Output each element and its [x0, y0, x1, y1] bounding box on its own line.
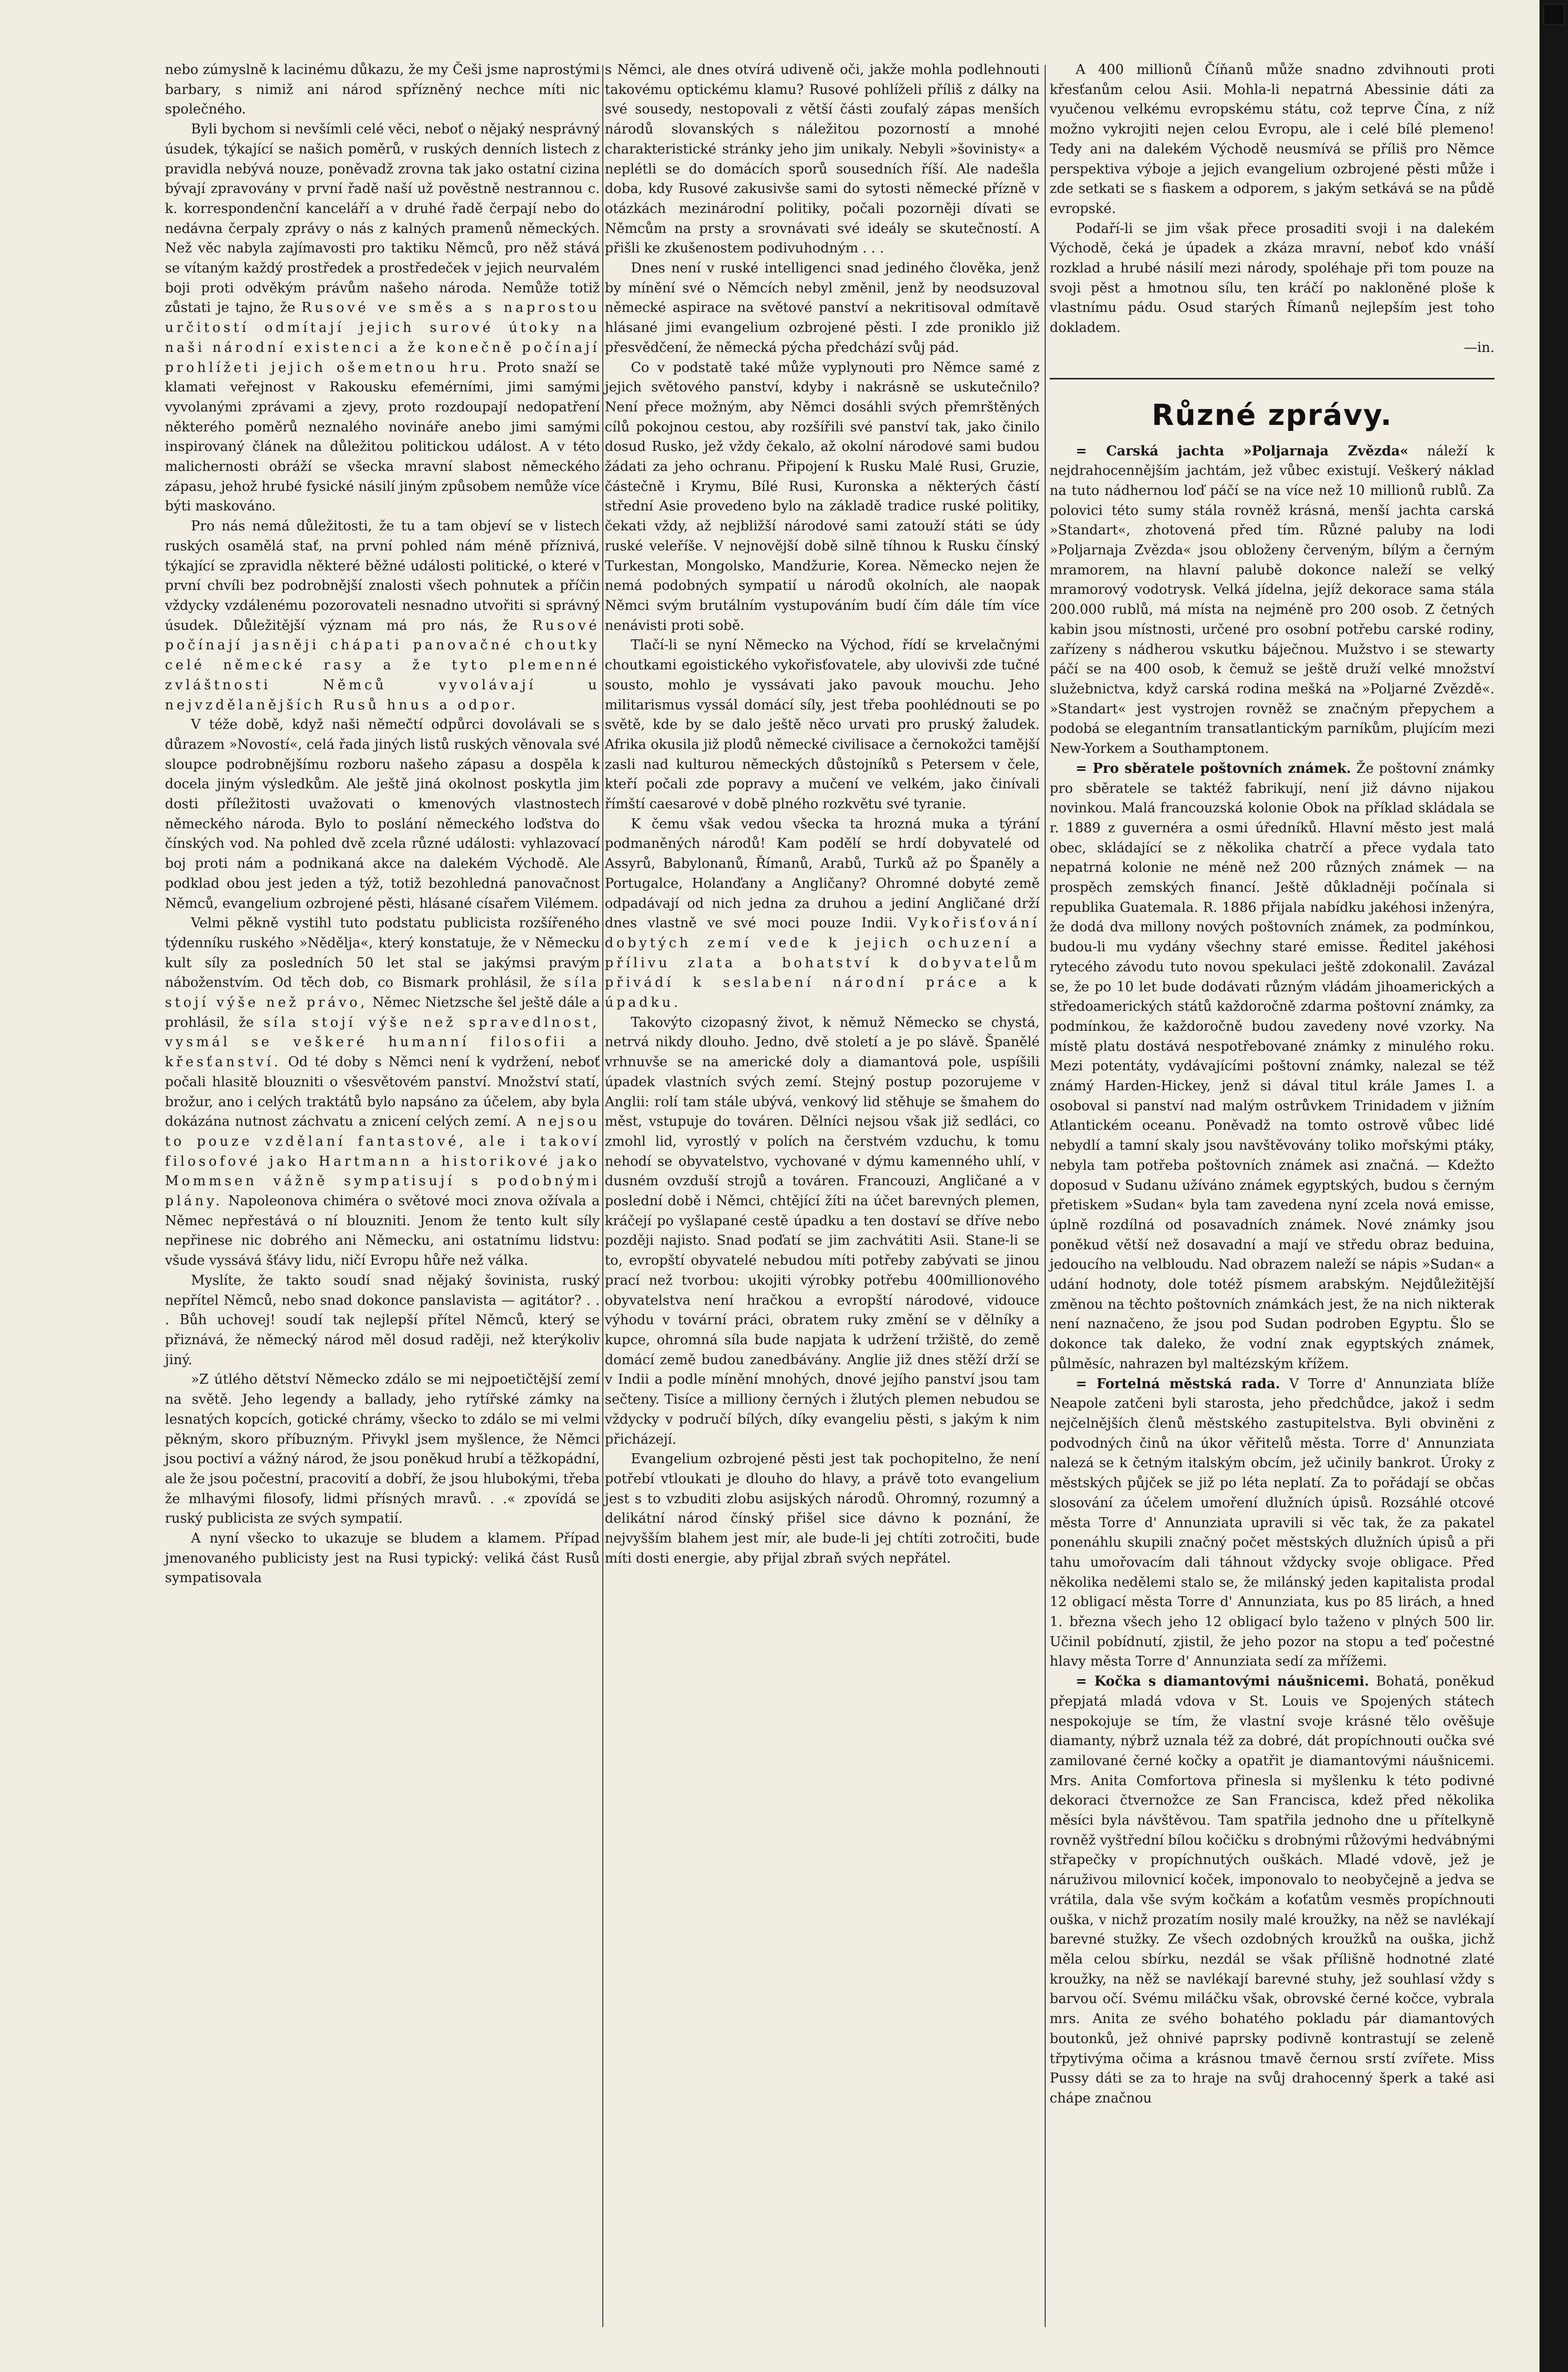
column-divider [1045, 65, 1046, 2327]
spaced-emphasis: A nejsou to pouze vzdělaní fantastové, ale i takoví filosofové jako Hartmann a historikové jako Mommsen vážně sympatisují s podobnými plány. [165, 1114, 600, 1209]
paragraph: Pro nás nemá důležitosti, že tu a tam objeví se v listech ruských osamělá stať, na první pohled nám méně příznivá, týkající se zpravidla některé běžné události politické, o které v první chvíli bez podrobnější znalosti všech pohnutek a příčin vždycky vzdálenému pozorovateli nesnadno utvořiti si správný úsudek. Důležitější význam má pro nás, že Rusové počínají jasněji chápati panovačné choutky celé německé rasy a že tyto plemenné zvláštnosti Němců vyvolávají u nejvzdělanějších Rusů hnus a odpor. [165, 518, 600, 713]
paragraph: nebo zúmyslně k lacinému důkazu, že my Češi jsme naprostými barbary, s nimiž ani národ spřízněný nechce míti nic společného. [165, 62, 600, 117]
paragraph: Velmi pěkně vystihl tuto podstatu publicista rozšířeného týdenníku ruského »Nědělja«, který konstatuje, že v Německu kult síly za posledních 50 let stal se jakýmsi pravým náboženstvím. Od těch dob, co Bismark prohlásil, že síla stojí výše než právo, Němec Nietzsche šel ještě dále a prohlásil, že síla stojí výše než spravedlnost, vysmál se veškeré humanní filosofii a křesťanství. Od té doby s Němci není k vydržení, neboť počali hlasitě blouzniti o všesvětovém panství. Množství statí, brožur, ano i celých traktátů bylo napsáno za účelem, aby byla dokázána nutnost záchvatu a znicení celých zemí. A nejsou to pouze vzdělaní fantastové, ale i takoví filosofové jako Hartmann a historikové jako Mommsen vážně sympatisují s podobnými plány. Napoleonova chiméra o světové moci znova ožívala a Němec nepřestává o ní blouzniti. Jenom že tento kult síly nepřinese nic dobrého ani Německu, ani ostatnímu lidstvu: všude vyssává šťávy lidu, ničí Evropu hůře než válka. [165, 915, 600, 1269]
spaced-emphasis: síla stojí výše než právo, [165, 975, 600, 1011]
paragraph: Myslíte, že takto soudí snad nějaký šovinista, ruský nepřítel Němců, nebo snad dokonce panslavista — agitátor? . . . Bůh uchovej! soudí tak nejlepší přítel Němců, který se přiznává, že německý národ měl dosud raději, než kterýkoliv jiný. [165, 1272, 600, 1368]
paragraph: »Z útlého dětství Německo zdálo se mi nejpoetičtější zemí na světě. Jeho legendy a ballady, jeho rytířské zámky na lesnatých kopcích, gotické chrámy, všecko to zdálo se mi velmi pěkným, skoro příbuzným. Přivykl jsem myšlence, že Němci jsou poctiví a vážný národ, že jsou poněkud hrubí a těžkopádní, ale že jsou počestní, pracovití a dobří, že jsou hlubokými, třeba že mlhavými filosofy, lidmi přísných mravů. . .« zpovídá se ruský publicista ze svých sympatií. [165, 1372, 600, 1527]
paragraph: Takovýto cizopasný život, k němuž Německo se chystá, netrvá nikdy dlouho. Jedno, dvě století a je po slávě. Španělé vrhnuvše se na americké doly a diamantová pole, uspíšili úpadek vlastních svých zemí. Stejný postup pozorujeme v Anglii: rolí tam stále ubývá, venkový lid stěhuje se šmahem do měst, vstupuje do továren. Dělníci nejsou však již sedláci, co zmohl lid, vyrostlý v polích na čerstvém vzduchu, k tomu nehodí se obyvatelstvo, vychované v dýmu kamenného uhlí, v dusném ovzduší strojů a továren. Francouzi, Angličané a v poslední době i Němci, chtějící žíti na účet barevných plemen, kráčejí po vyšlapané cestě úpadku a ten dostaví se dříve nebo později najisto. Snad poďatí se jim zachvátiti Asii. Stane-li se to, evropští obyvatelé nebudou míti potřeby zabývati se jinou prací než tvorbou: ukojiti výrobky potřebu 400millionového obyvatelstva není hračkou a evropští národové, vidouce výhodu v tovární práci, obratem ruky změní se v dělníky a kupce, ohromná síla bude napjata k udržení tržiště, do země domácí země budou zanedbávány. Anglie již dnes stěží drží se v Indii a podle mínění mnohých, dnové jejího panství jsou tam sečteny. Tisíce a milliony černých i žlutých plemen nebudou se vždycky v područí bílých, díky evangeliu pěsti, s jakým k nim přicházejí. [605, 1014, 1040, 1447]
article-column-left [165, 60, 600, 1588]
news-headline: = Fortelná městská rada. [1076, 1376, 1281, 1392]
paragraph: s Němci, ale dnes otvírá udiveně oči, jakže mohla podlehnouti takovému optickému klamu? Rusové pohlíželi příliš z dálky na své sousedy, nestopovali z větší části zoufalý zápas menších národů slovanských s náležitou pozorností a mnohé charakteristické stránky jeho jim unikaly. Nebyli »šovinisty« a neplétli se do domácích sporů sousedních říší. Ale nadešla doba, kdy Rusové zakusivše sami do sytosti německé přízně v otázkách mezinárodní politiky, počali pozorněji dívati se Němcům na prsty a srovnávati své ideály se skutečností. A přišli ke zkušenostem podivuhodným . . . [605, 62, 1040, 256]
paragraph: Dnes není v ruské intelligenci snad jediného člověka, jenž by mínění své o Němcích nebyl změnil, jenž by neodsuzoval německé aspirace na světové panství a nekritisoval odmítavě hlásané jimi evangelium ozbrojené pěsti. I zde proniklo již přesvědčení, že německá pýcha předchází svůj pád. [605, 260, 1040, 355]
spaced-emphasis: síla stojí výše než spravedlnost, vysmál se veškeré humanní filosofii a křesťanství. [165, 1014, 600, 1070]
news-item: = Kočka s diamantovými náušnicemi. Bohatá, poněkud přepjatá mladá vdova v St. Louis ve Spojených státech nespokojuje se tím, že vlastní svoje krásné tělo ověšuje diamanty, nýbrž uznala též za dobré, dát propíchnouti oučka své zamilované černé kočky a opatřit je diamantovými náušnicemi. Mrs. Anita Comfortova přinesla si myšlenku k této podivné dekoraci čtvernožce ze San Francisca, kdež před několika měsíci byla návštěvou. Tam spatřila jednoho dne u přítelkyně rovněž vyštřední bílou kočičku s drobnými růžovými hedvábnými střapečky v propíchnutých ouškách. Mladé vdově, jež je náruživou milovnicí koček, imponovalo to neobyčejně a jedva se vrátila, dala vše svým kočkám a koťatům vesměs propíchnouti ouška, v nichž prozatím nosily malé kroužky, na něž se navlékají barevné stužky. Ze všech ozdobných kroužků na ouška, jichž měla celou sbírku, nezdál se však přílišně hodnotné zlaté kroužky, na něž se navlékají barevné stuhy, jež souhlasí vždy s barvou očí. Svému miláčku však, obrovské černé kočce, vybrala mrs. Anita ze svého bohatého pokladu pár diamantových boutonků, jež ohnivé paprsky podivně kontrastují se zeleně třpytivýma očima a krásnou tmavě černou srstí zvířete. Miss Pussy dáti se za to hraje na svůj drahocenný šperk a také asi chápe značnou [1050, 1674, 1495, 2106]
spaced-emphasis: Rusové počínají jasněji chápati panovačné choutky celé německé rasy a že tyto plemenné zvláštnosti Němců vyvolávají u nejvzdělanějších Rusů hnus a odpor. [165, 617, 600, 713]
paragraph: Tlačí-li se nyní Německo na Východ, řídí se krvelačnými choutkami egoistického vykořisťovatele, aby ulovivši zde tučné sousto, mohlo je vyssávati jako pavouk mouchu. Jeho militarismus vyssál domácí síly, jest třeba poohlédnouti se po světě, kde by se dalo ještě něco urvati pro pruský žaludek. Afrika okusila již plodů německé civilisace a černokožci tamější zasli nad kulturou německých důstojníků s Petersem v čele, kteří počali zde popravy a mučení ve velkém, jako činívali římští caesarové v době plného rozkvětu své tyranie. [605, 637, 1040, 812]
paragraph: A 400 millionů Číňanů může snadno zdvihnouti proti křesťanům celou Asii. Mohla-li nepatrná Abessinie dáti za vyučenou velkému evropskému státu, což teprve Čína, z níž možno vykrojiti nejen celou Evropu, ale i celé bílé plemeno! Tedy ani na dalekém Východě neusmívá se příliš pro Němce perspektiva výboje a jejich evangelium ozbrojené pěsti může i zde setkati se s fiaskem a odporem, s jakým setkává se na půdě evropské. [1050, 62, 1495, 216]
paragraph: Podaří-li se jim však přece prosaditi svoji i na dalekém Východě, čeká je úpadek a zkáza mravní, neboť kdo vnáší rozklad a hrubé násilí mezi národy, spoléhaje při tom pouze na svoji pěst a hmotnou sílu, ten kráčí po nakloněné ploše k vlastnímu pádu. Osud starých Římanů nejlepším jest toho dokladem. —in. [1050, 219, 1495, 358]
news-headline: = Kočka s diamantovými náušnicemi. [1076, 1674, 1370, 1690]
news-headline: = Carská jachta »Poljarnaja Zvězda« [1076, 443, 1409, 459]
paragraph: K čemu však vedou všecka ta hrozná muka a týrání podmaněných národů! Kam podělí se hrdí dobyvatelé od Assyrů, Babylonanů, Římanů, Arabů, Turků až po Španěly a Portugalce, Holanďany a Angličany? Ohromné dobyté země odpadávají od nich jedna za druhou a jediní Angličané drží dnes vlastně ve své moci pouze Indii. Vykořisťování dobytých zemí vede k jejich ochuzení a přílivu zlata a bohatství k dobyvatelům přivádí k seslabení národní práce a k úpadku. [605, 816, 1040, 1011]
paragraph: Evangelium ozbrojené pěsti jest tak pochopitelno, že není potřebí vtloukati je dlouho do hlavy, a právě toto evangelium jest s to vzbuditi zlobu asijských národů. Ohromný, rozumný a delikátní národ čínský přišel sice dávno k poznání, že nejvyšším blahem jest mír, ale bude-li jej chtíti zotročiti, bude míti dosti energie, aby přijal zbraň svých nepřátel. [605, 1451, 1040, 1566]
news-headline: = Pro sběratele poštovních známek. [1076, 760, 1352, 776]
article-column-right [1050, 60, 1495, 2109]
spaced-emphasis: Vykořisťování dobytých zemí vede k jejich ochuzení a přílivu zlata a bohatství k dobyvatelům přivádí k seslabení národní práce a k úpadku. [605, 915, 1040, 1011]
column-divider [602, 65, 603, 2327]
article-column-middle [605, 60, 1040, 1568]
news-item: = Pro sběratele poštovních známek. Že poštovní známky pro sběratele se taktéž fabrikují, není již dávno nijakou novinkou. Malá francouzská kolonie Obok na příklad skládala se r. 1889 z guvernéra a osmi úředníků. Hlavní město jest malá obec, skládající se z několika chatrčí a přece vydala tato nepatrná kolonie ne méně než 200 různých známek — na prospěch zemských financí. Ještě důkladněji počínala si republika Guatemala. R. 1886 přijala nabídku jakéhosi inženýra, že dodá dva millony nových poštovních známek, za podmínkou, budou-li mu vydány všechny staré emisse. Ředitel jakéhosi rytecého závodu tuto novou spekulaci ještě zdokonalil. Zavázal se, že po 10 let bude dodávati různým vládám jihoamerických a středoamerických států každoročně zdarma poštovní známky, za podmínkou, že každoročně budou zavedeny nové vzorky. Na místě platu dostává nespotřebované známky z minulého roku. Mezi potentáty, vydávajícími poštovní známky, nalezal se též známý Harden-Hickey, jenž si dával titul krále James I. a osoboval si panství nad malým ostrůvkem Trinidadem v jižním Atlantickém oceanu. Poněvadž na tomto ostrově vůbec lidé nebydlí a tamní skaly jsou navštěvovány toliko mořskými ptáky, nebyla tam potřeba poštovních známek asi značná. — Kdežto doposud v Sudanu užíváno známek egyptských, budou s černým přetiskem »Sudan« byla tam zavedena nyní zcela nová emisse, úplně rozdílná od posavadních známek. Nové známky jsou poněkud větší než dosavadní a mají ve středu obraz beduina, jedoucího na velbloudu. Nad obrazem naleží se nápis »Sudan« a udání hodnoty, dole totéž písmem arabským. Nejdůležitější změnou na těchto poštovních známkách jest, že na nich nikterak není naznačeno, že jsou pod Sudan podroben Egyptu. Šlo se dokonce tak daleko, že vodní znak egyptských známek, půlměsíc, nahrazen byl maltézským křížem. [1050, 760, 1495, 1372]
scan-border [1540, 0, 1568, 2372]
news-item: = Fortelná městská rada. V Torre d' Annunziata blíže Neapole zatčeni byli starosta, jeho předchůdce, jakož i sedm nejčelnějších členů městského zastupitelstva. Byli obviněni z podvodných činů na úkor věřitelů města. Torre d' Annunziata nalezá se k četným italským obcím, jež učinily bankrot. Úroky z městských půjček se již po léta neplatí. Za to pořádají se občas slosování za účelem umoření dlužních úpisů. Rozsáhlé otcové města Torre d' Annunziata upravili si věc tak, že za pakatel ponenáhlu skupili značný počet městských dlužních úpisů a při tahu umořovacím dali táhnout vždycky svoje obligace. Před několika nedělemi stalo se, že milánský jeden kapitalista prodal 12 obligací města Torre d' Annunziata, kus po 85 lirách, a hned 1. března všech jeho 12 obligací bylo taženo v plných 500 lir. Učinil pobídnutí, zjistil, že jeho pozor na stopu a teď počestné hlavy města Torre d' Annunziata sedí za mřížemi. [1050, 1376, 1495, 1670]
news-item: = Carská jachta »Poljarnaja Zvězda« náleží k nejdrahocennějším jachtám, jež vůbec existují. Veškerý náklad na tuto nádhernou loď páčí se na více než 10 millionů rublů. Za polovici této sumy stála rovněž krásná, menší jachta carská »Standart«, zhotovená před tím. Různé paluby na lodi »Poljarnaja Zvězda« jsou obloženy červeným, bílým a černým mramorem, na hlavní palubě dokonce naleží se velký mramorový vodotrysk. Velká jídelna, jejíž dekorace sama stála 200.000 rublů, má místa na nejméně pro 200 osob. Z četných kabin jsou místnosti, určené pro osobní potřebu carské rodiny, zařízeny s nádherou vskutku báječnou. Mužstvo i se stewarty páčí se na 400 osob, k čemuž se ještě druží velké množství služebnictva, když carská rodina mešká na »Poljarné Zvězdě«. »Standart« jest vystrojen rovněž se značným přepychem a podobá se elegantním transatlantickým parníkům, plujícím mezi New-Yorkem a Southamptonem. [1050, 443, 1495, 757]
paragraph: Byli bychom si nevšímli celé věci, neboť o nějaký nesprávný úsudek, týkající se našich poměrů, v ruských denních listech z pravidla nebývá nouze, poněvadž zrovna tak jako ostatní cizina bývají zpravovány v první řadě naší už pověstně nestrannou c. k. korrespondenční kanceláří a v druhé řadě čerpají nebo do nedávna čerpaly zprávy o nás z kalných pramenů německých. Než věc nabyla zajímavosti pro taktiku Němců, pro něž stává se vítaným každý prostředek a prostředeček v jejich neurvalém boji proti odvěkým právům našeho národa. Nemůže totiž zůstati je tajno, že Rusové ve směs a s naprostou určitostí odmítají jejich surové útoky na naši národní existenci a že konečně počínají prohlížeti jejich ošemetnou hru. Proto snaží se klamati veřejnost v Rakousku efemérními, jimi samými vyvolanými zprávami a zjevy, proto rozdoupají nedopatření některého poměrů neznalého novináře anebo jimi samými inspirovaný článek na důležitou politickou událost. A v této malichernosti obráží se všecka mravní slabost německého zápasu, jehož hrubé fysické násilí jiným způsobem nemůže více býti maskováno. [165, 121, 600, 514]
paragraph: Co v podstatě také může vyplynouti pro Němce samé z jejich světového panství, kdyby i nakrásně se uskutečnilo? Není přece možným, aby Němci dosáhli svých přemrštěných cílů pokojnou cestou, aby rozšířili své panství tak, jako činilo dosud Rusko, jež vždy čekalo, až okolní národové sami budou žádati za jeho ochranu. Připojení k Rusku Malé Rusi, Gruzie, částečně i Krymu, Bílé Rusi, Kuronska a některých částí střední Asie provedeno bylo na základě tradice ruské politiky, čekati vždy, až nejbližší národové sami zatouží státi se údy ruské veleříše. V nejnovější době silně tíhnou k Rusku čínský Turkestan, Mongolsko, Mandžurie, Korea. Německo nejen že nemá podobných sympatií u národů okolních, ale naopak Němci svým brutálním vystupováním budí čím dále tím více nenávisti proti sobě. [605, 359, 1040, 633]
paragraph: V téže době, když naši němečtí odpůrci dovolávali se s důrazem »Novostí«, celá řada jiných listů ruských věnovala své sloupce podrobnějšímu rozboru našeho zápasu a dospěla k docela jiným výsledkům. Ale ještě jiná okolnost poskytla jim dosti příležitosti uvažovati o kmenových vlastnostech německého národa. Bylo to poslání německého loďstva do čínských vod. Na pohled dvě zcela různé události: vyhlazovací boj proti nám a podnikaná akce na dalekém Východě. Ale podklad obou jest jeden a týž, totiž bezohledná panovačnost Němců, evangelium ozbrojené pěsti, hlásané císařem Vilémem. [165, 717, 600, 911]
spaced-emphasis: Rusové ve směs a s naprostou určitostí odmítají jejich surové útoky na naši národní existenci a že konečně počínají prohlížeti jejich ošemetnou hru. [165, 300, 600, 375]
section-title: Různé zprávy. [1152, 397, 1393, 432]
author-signature: —in. [1464, 339, 1495, 355]
paragraph: A nyní všecko to ukazuje se bludem a klamem. Případ jmenovaného publicisty jest na Rusi typický: veliká část Rusů sympatisovala [165, 1531, 600, 1586]
scan-marker [1544, 4, 1565, 25]
section-divider [1050, 378, 1495, 379]
